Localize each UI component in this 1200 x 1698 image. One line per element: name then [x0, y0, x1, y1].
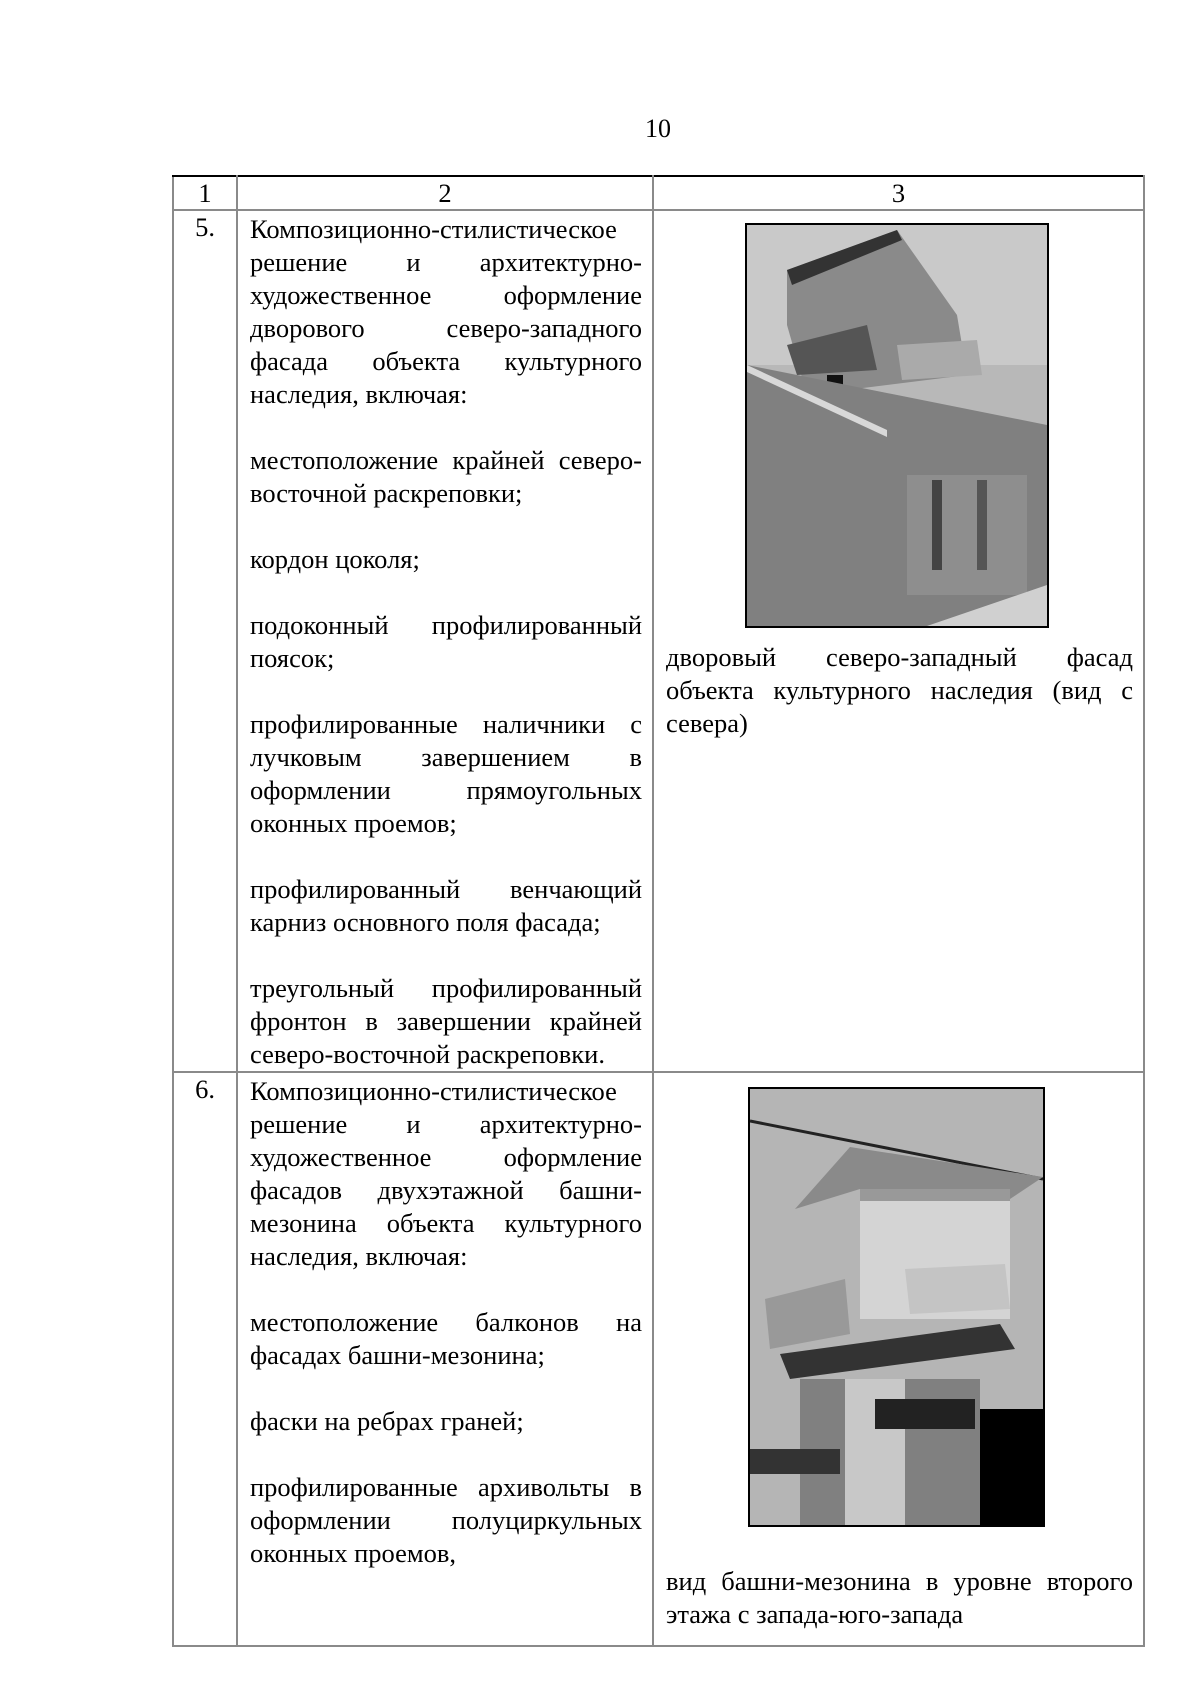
photo-caption: вид башни-мезонина в уровне второго этажа с запада-юго-запада	[666, 1566, 1133, 1629]
description-paragraph: местоположение балконов на фасадах башни-мезонина;	[250, 1307, 642, 1370]
table-header-row	[173, 176, 1144, 210]
description-paragraph: фаски на ребрах граней;	[250, 1406, 524, 1436]
photo-cell	[653, 1072, 1144, 1646]
header-col-2: 2	[237, 176, 653, 210]
photo-caption: дворовый северо-западный фасад объекта культурного наследия (вид с севера)	[666, 642, 1133, 738]
tower-photo-image	[750, 1089, 1043, 1525]
heritage-table	[172, 175, 1145, 1647]
table-row	[173, 210, 1144, 1072]
header-col-1: 1	[173, 176, 237, 210]
facade-photo-image	[747, 225, 1047, 626]
description-paragraph: треугольный профилированный фронтон в завершении крайней северо-восточной раскреповки.	[250, 973, 642, 1069]
description-paragraph: кордон цоколя;	[250, 544, 420, 574]
page-number: 10	[645, 114, 671, 143]
table-row	[173, 1072, 1144, 1646]
description-paragraph: Композиционно-стилистическое решение и архитектурно-художественное оформление дворового северо-западного фасада объекта культурного наследия, включая:	[250, 214, 642, 409]
description-paragraph: профилированный венчающий карниз основного поля фасада;	[250, 874, 642, 937]
row-number: 5.	[173, 210, 237, 1072]
description-paragraph: профилированные архивольты в оформлении полуциркульных оконных проемов,	[250, 1472, 642, 1568]
tower-photo	[748, 1087, 1045, 1527]
description-paragraph: Композиционно-стилистическое решение и архитектурно-художественное оформление фасадов двухэтажной башни-мезонина объекта культурного наследия, включая:	[250, 1076, 642, 1271]
description-paragraph: местоположение крайней северо-восточной раскреповки;	[250, 445, 642, 508]
photo-cell	[653, 210, 1144, 1072]
row-number: 6.	[173, 1072, 237, 1646]
facade-photo	[745, 223, 1049, 628]
description-cell	[237, 1072, 653, 1646]
header-col-3: 3	[653, 176, 1144, 210]
description-paragraph: профилированные наличники с лучковым завершением в оформлении прямоугольных оконных проемов;	[250, 709, 642, 838]
description-cell	[237, 210, 653, 1072]
description-paragraph: подоконный профилированный поясок;	[250, 610, 642, 673]
